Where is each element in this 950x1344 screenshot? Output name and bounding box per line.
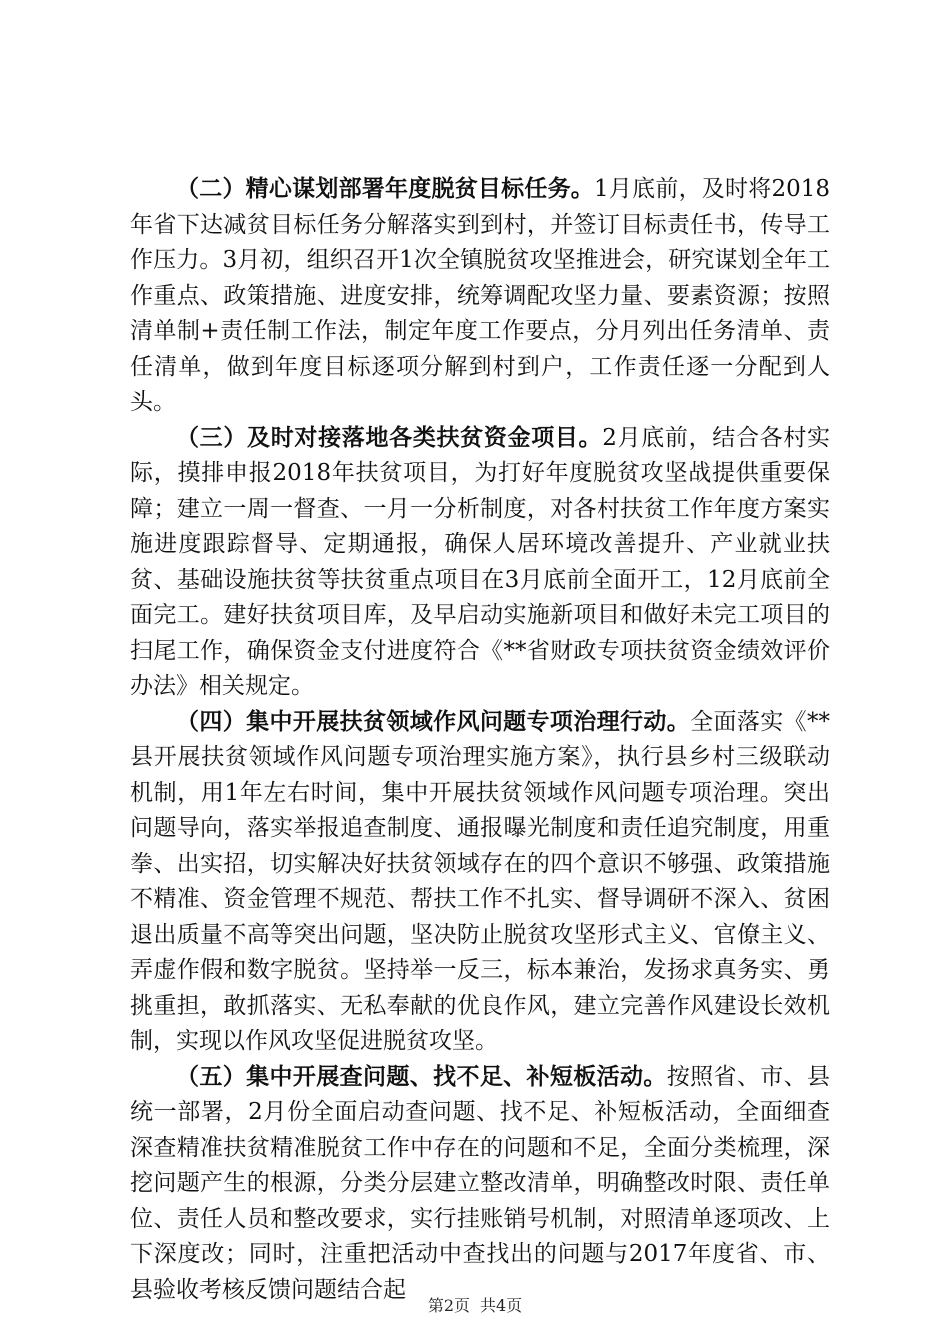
paragraph-body: 按照省、市、县统一部署，2月份全面启动查问题、找不足、补短板活动，全面细查深查精准扶贫精准脱贫工作中存在的问题和不足，全面分类梳理，深挖问题产生的根源，分类分层建立整改清单，明确整改时限、责任单位、责任人员和整改要求，实行挂账销号机制，对照清单逐项改、上下深度改；同时，注重把活动中查找出的问题与2017年度省、市、县验收考核反馈问题结合起	[130, 1063, 831, 1303]
paragraph-body: 1月底前，及时将2018年省下达减贫目标任务分解落实到到村，并签订目标责任书，传导工作压力。3月初，组织召开1次全镇脱贫攻坚推进会，研究谋划全年工作重点、政策措施、进度安排，统筹调配攻坚力量、要素资源；按照清单制+责任制工作法，制定年度工作要点，分月列出任务清单、责任清单，做到年度目标逐项分解到村到户，工作责任逐一分配到人头。	[130, 176, 831, 415]
paragraph-body: 2月底前，结合各村实际，摸排申报2018年扶贫项目，为打好年度脱贫攻坚战提供重要保障；建立一周一督查、一月一分析制度，对各村扶贫工作年度方案实施进度跟踪督导、定期通报，确保人居环境改善提升、产业就业扶贫、基础设施扶贫等扶贫重点项目在3月底前全面开工，12月底前全面完工。建好扶贫项目库，及早启动实施新项目和做好未完工项目的扫尾工作，确保资金支付进度符合《**省财政专项扶贫资金绩效评价办法》相关规定。	[130, 424, 831, 699]
paragraph-3	[130, 421, 830, 705]
paragraph-heading: （四）集中开展扶贫领域作风问题专项治理行动。	[176, 708, 691, 735]
paragraph-4	[130, 705, 830, 1060]
page-number: 第2页	[427, 1296, 470, 1315]
paragraph-2	[130, 172, 830, 421]
paragraph-body: 全面落实《**县开展扶贫领域作风问题专项治理实施方案》，执行县乡村三级联动机制，用1年左右时间，集中开展扶贫领域作风问题专项治理。突出问题导向，落实举报追查制度、通报曝光制度和责任追究制度，用重拳、出实招，切实解决好扶贫领域存在的四个意识不够强、政策措施不精准、资金管理不规范、帮扶工作不扎实、督导调研不深入、贫困退出质量不高等突出问题，坚决防止脱贫攻坚形式主义、官僚主义、弄虚作假和数字脱贫。坚持举一反三，标本兼治，发扬求真务实、勇挑重担，敢抓落实、无私奉献的优良作风，建立完善作风建设长效机制，实现以作风攻坚促进脱贫攻坚。	[130, 708, 831, 1054]
paragraph-heading: （三）及时对接落地各类扶贫资金项目。	[176, 424, 603, 451]
page-footer	[0, 1293, 950, 1316]
body-text	[130, 172, 830, 1308]
paragraph-heading: （二）精心谋划部署年度脱贫目标任务。	[176, 176, 595, 202]
page-total: 共4页	[480, 1296, 523, 1315]
paragraph-5	[130, 1060, 830, 1309]
paragraph-heading: （五）集中开展查问题、找不足、补短板活动。	[176, 1063, 667, 1090]
